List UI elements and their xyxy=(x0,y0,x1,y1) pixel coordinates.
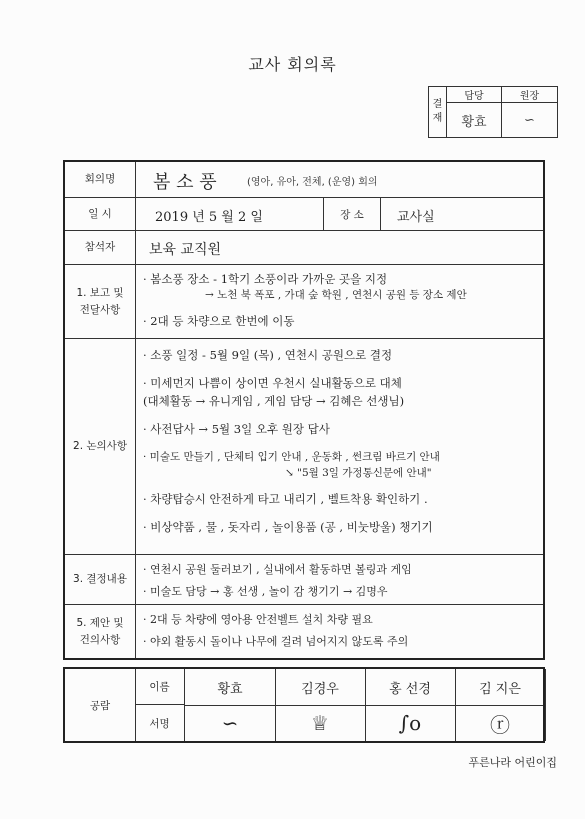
footer-org-name: 푸른나라 어린이집 xyxy=(468,756,557,769)
page-title: 교사 회의록 xyxy=(248,55,337,74)
discussion-row xyxy=(65,339,543,555)
approval-box xyxy=(428,86,558,138)
meeting-name-label: 회의명 xyxy=(65,162,136,197)
approval-side-label-2: 재 xyxy=(432,113,443,124)
suggestion-label-line-2: 건의사항 xyxy=(79,633,121,646)
decision-line-1: · 연천시 공원 둘러보기 , 실내에서 활동하면 볼링과 게임 xyxy=(143,563,412,576)
discussion-line-6: ↘ "5월 3일 가정통신문에 안내" xyxy=(285,467,432,479)
report-content xyxy=(135,265,543,338)
signoff-signature-4: ⓡ xyxy=(455,705,546,741)
datetime-row xyxy=(65,198,543,231)
approval-signature-manager: 황효 xyxy=(447,103,502,137)
attendees-value: 보육 교직원 xyxy=(149,242,222,258)
signoff-label: 공람 xyxy=(65,669,136,741)
suggestion-label-line-1: 5. 제안 및 xyxy=(76,616,124,629)
datetime-value: 2019 년 5 월 2 일 xyxy=(155,210,263,225)
place-label: 장 소 xyxy=(323,198,381,230)
datetime-label: 일 시 xyxy=(65,198,136,230)
signoff-name-label: 이름 xyxy=(135,669,185,705)
approval-side-label-1: 결 xyxy=(432,99,443,110)
approval-header-director: 원장 xyxy=(502,87,557,103)
signoff-signature-2: ♕ xyxy=(275,705,366,741)
discussion-line-2: · 미세먼지 나쁨이 상이면 우천시 실내활동으로 대체 xyxy=(143,376,402,390)
signoff-names-row xyxy=(185,669,543,706)
attendees-label: 참석자 xyxy=(65,231,136,264)
decision-line-2: · 미술도 담당 → 홍 선생 , 놀이 감 챙기기 → 김명우 xyxy=(143,585,388,598)
meeting-name-value-cell xyxy=(135,162,543,197)
report-label-line-2: 전달사항 xyxy=(79,303,121,316)
place-value: 교사실 xyxy=(397,210,435,225)
signoff-signatures-row xyxy=(185,705,543,741)
suggestion-row xyxy=(65,605,543,658)
discussion-line-1: · 소풍 일정 - 5월 9일 (목) , 연천시 공원으로 결정 xyxy=(143,348,393,362)
discussion-label: 2. 논의사항 xyxy=(65,339,136,554)
signoff-name-3: 홍 선경 xyxy=(365,669,456,705)
discussion-line-4: · 사전답사 → 5월 3일 오후 원장 답사 xyxy=(143,422,330,436)
report-label-line-1: 1. 보고 및 xyxy=(76,286,124,299)
meeting-name-row xyxy=(65,162,543,198)
decision-content xyxy=(135,555,543,604)
discussion-line-3: (대체활동 → 유니게임 , 게임 담당 → 김혜은 선생님) xyxy=(143,394,405,408)
approval-side-label xyxy=(429,87,447,137)
report-line-2: → 노천 북 폭포 , 가대 숲 학원 , 연천시 공원 등 장소 제안 xyxy=(205,289,467,301)
meeting-type-options: (영아, 유아, 전체, (운영) 회의 xyxy=(247,177,378,188)
decision-row xyxy=(65,555,543,605)
attendees-row xyxy=(65,231,543,265)
meeting-form xyxy=(63,160,545,660)
signoff-sign-label: 서명 xyxy=(135,705,185,741)
suggestion-line-2: · 야외 활동시 돌이나 나무에 걸려 넘어지지 않도록 주의 xyxy=(143,635,409,648)
suggestion-label xyxy=(65,605,136,658)
approval-signature-director: ∽ xyxy=(524,112,535,128)
datetime-value-cell xyxy=(135,198,543,230)
discussion-line-7: · 차량탑승시 안전하게 타고 내리기 , 벨트착용 확인하기 . xyxy=(143,492,428,506)
discussion-line-8: · 비상약품 , 물 , 돗자리 , 놀이용품 (공 , 비눗방울) 챙기기 xyxy=(143,520,433,534)
suggestion-line-1: · 2대 등 차량에 영아용 안전벨트 설치 차량 필요 xyxy=(143,613,373,626)
report-row xyxy=(65,265,543,339)
discussion-line-5: · 미술도 만들기 , 단체티 입기 안내 , 운동화 , 썬크림 바르기 안내 xyxy=(143,451,440,463)
signoff-signature-1: ∽ xyxy=(185,705,276,741)
suggestion-content xyxy=(135,605,543,658)
meeting-name-value: 봄 소 풍 xyxy=(153,172,217,193)
report-label xyxy=(65,265,136,338)
signoff-signature-3: ∫o xyxy=(365,705,456,741)
approval-header-manager: 담당 xyxy=(447,87,502,103)
signoff-name-2: 김경우 xyxy=(275,669,366,705)
decision-label: 3. 결정내용 xyxy=(65,555,136,604)
signoff-table xyxy=(63,667,545,743)
report-line-1: · 봄소풍 장소 - 1학기 소풍이라 가까운 곳을 지정 xyxy=(143,272,388,286)
attendees-value-cell xyxy=(135,231,543,264)
signoff-name-4: 김 지은 xyxy=(455,669,546,705)
signoff-name-1: 황효 xyxy=(185,669,276,705)
report-line-3: · 2대 등 차량으로 한번에 이동 xyxy=(143,314,295,328)
discussion-content xyxy=(135,339,543,554)
